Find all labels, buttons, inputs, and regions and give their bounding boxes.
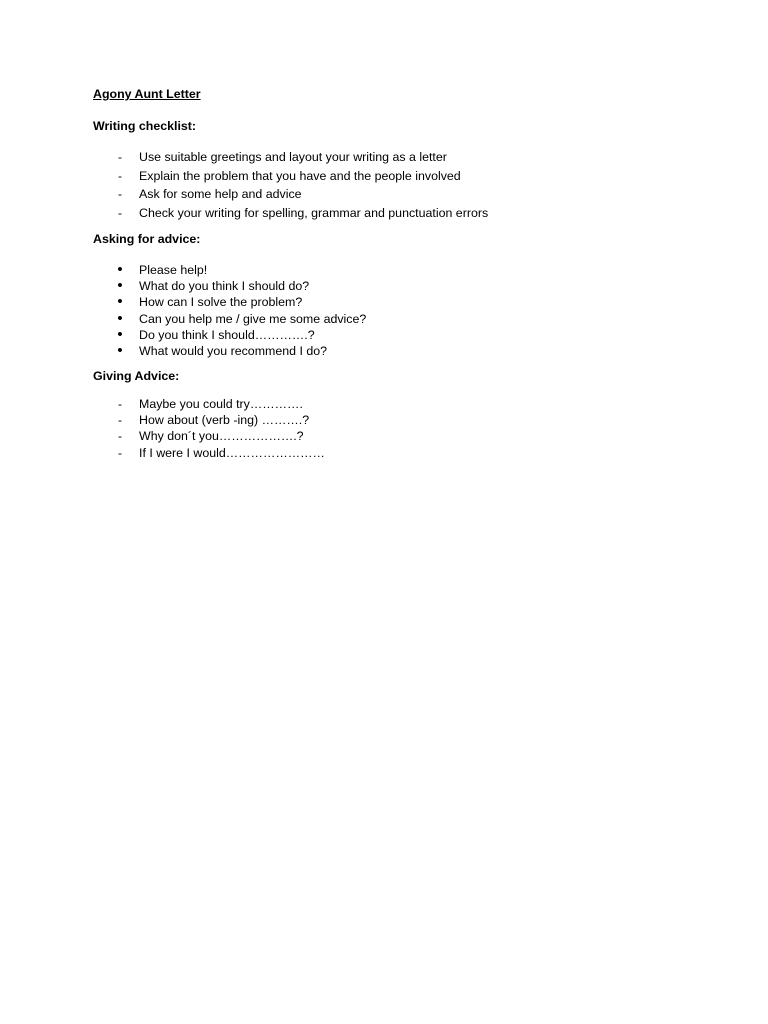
asking-for-advice-list bbox=[93, 262, 693, 360]
list-item-text: Use suitable greetings and layout your writing as a letter bbox=[139, 150, 447, 164]
list-item bbox=[93, 396, 693, 412]
list-item-text: Check your writing for spelling, grammar and punctuation errors bbox=[139, 206, 489, 221]
list-item-text: Can you help me / give me some advice? bbox=[139, 311, 367, 326]
list-item-text: Ask for some help and advice bbox=[139, 187, 302, 202]
section-heading-asking-for-advice: Asking for advice: bbox=[93, 231, 201, 246]
bullet-marker: • bbox=[117, 277, 123, 295]
list-item bbox=[93, 311, 693, 327]
writing-checklist-list bbox=[93, 149, 693, 224]
list-item bbox=[93, 186, 693, 205]
list-item bbox=[93, 412, 693, 428]
list-item bbox=[93, 343, 693, 359]
list-item bbox=[93, 445, 693, 461]
list-item-text: Maybe you could try…………. bbox=[139, 396, 303, 411]
dash-marker: - bbox=[118, 150, 122, 164]
list-item bbox=[93, 294, 693, 310]
list-item bbox=[93, 168, 693, 187]
dash-marker: - bbox=[118, 206, 122, 221]
dash-marker: - bbox=[118, 429, 122, 444]
list-item bbox=[93, 428, 693, 444]
list-item bbox=[93, 205, 693, 224]
list-item bbox=[93, 149, 693, 168]
bullet-marker: • bbox=[117, 342, 123, 360]
document-page bbox=[93, 86, 693, 461]
dash-marker: - bbox=[118, 396, 122, 411]
list-item-text: How can I solve the problem? bbox=[139, 295, 303, 310]
list-item-text: Do you think I should………….? bbox=[139, 327, 315, 342]
section-heading-writing-checklist: Writing checklist: bbox=[93, 119, 197, 133]
list-item-text: Why don´t you……………….? bbox=[139, 429, 304, 444]
list-item-text: If I were I would…………………… bbox=[139, 445, 325, 460]
bullet-marker: • bbox=[117, 293, 123, 311]
dash-marker: - bbox=[118, 187, 122, 202]
list-item-text: What do you think I should do? bbox=[139, 279, 310, 294]
list-item-text: Explain the problem that you have and the people involved bbox=[139, 168, 461, 183]
bullet-marker: • bbox=[117, 309, 123, 327]
dash-marker: - bbox=[118, 412, 122, 427]
giving-advice-list bbox=[93, 396, 693, 462]
bullet-marker: • bbox=[117, 325, 123, 343]
bullet-marker: • bbox=[117, 260, 123, 278]
list-item bbox=[93, 262, 693, 278]
list-item bbox=[93, 327, 693, 343]
list-item-text: Please help! bbox=[139, 262, 208, 277]
list-item-text: How about (verb -ing) ……….? bbox=[139, 412, 310, 427]
dash-marker: - bbox=[118, 445, 122, 460]
list-item bbox=[93, 278, 693, 294]
document-title: Agony Aunt Letter bbox=[93, 87, 201, 101]
section-heading-giving-advice: Giving Advice: bbox=[93, 368, 180, 383]
dash-marker: - bbox=[118, 168, 122, 183]
list-item-text: What would you recommend I do? bbox=[139, 344, 328, 359]
